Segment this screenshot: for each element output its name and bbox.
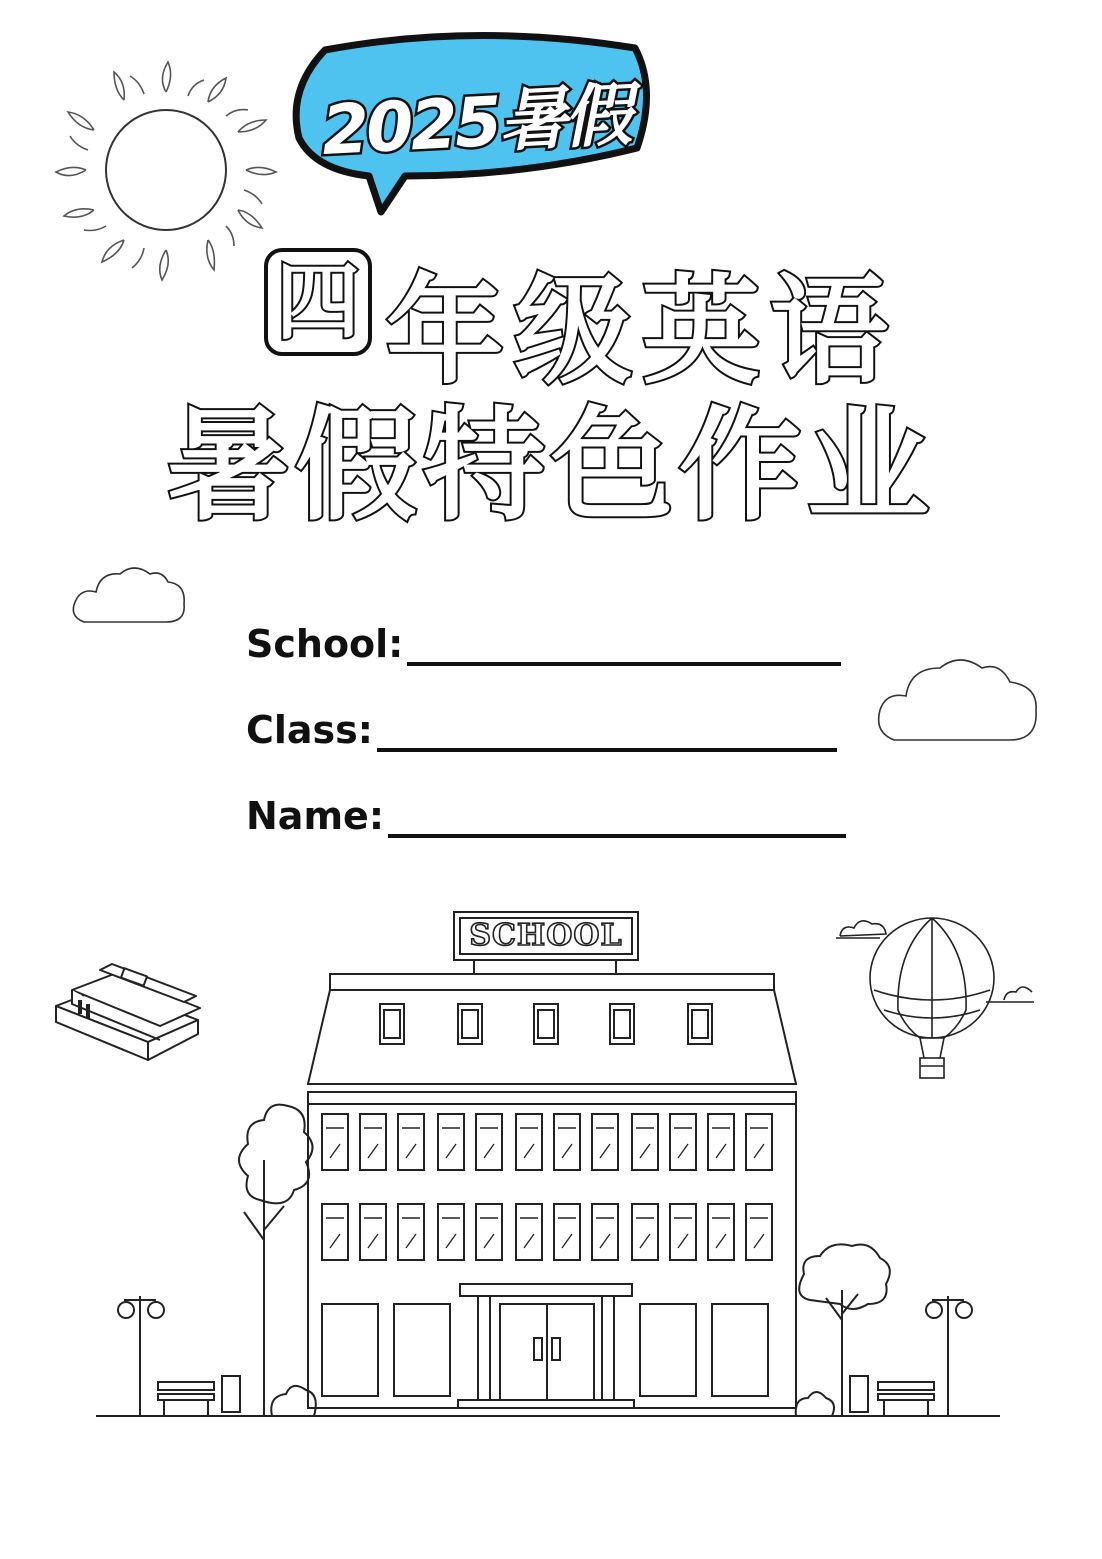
grade-box: 四	[264, 248, 372, 356]
name-label: Name:	[246, 794, 385, 838]
school-input-line[interactable]	[407, 632, 841, 666]
school-field[interactable]	[246, 622, 841, 666]
class-input-line[interactable]	[377, 718, 837, 752]
title-subject: 年级英语	[385, 262, 898, 400]
class-field[interactable]	[246, 708, 837, 752]
cloud-icon	[70, 560, 190, 630]
name-field[interactable]	[246, 794, 846, 838]
school-sign: SCHOOL	[469, 918, 623, 953]
badge-text: 2025暑假	[319, 75, 631, 171]
cloud-icon	[874, 652, 1044, 747]
school-label: School:	[246, 622, 404, 666]
title-line-2: 暑假特色作业	[167, 395, 935, 537]
class-label: Class:	[246, 708, 373, 752]
school-building-icon	[92, 900, 1012, 1420]
name-input-line[interactable]	[388, 804, 846, 838]
